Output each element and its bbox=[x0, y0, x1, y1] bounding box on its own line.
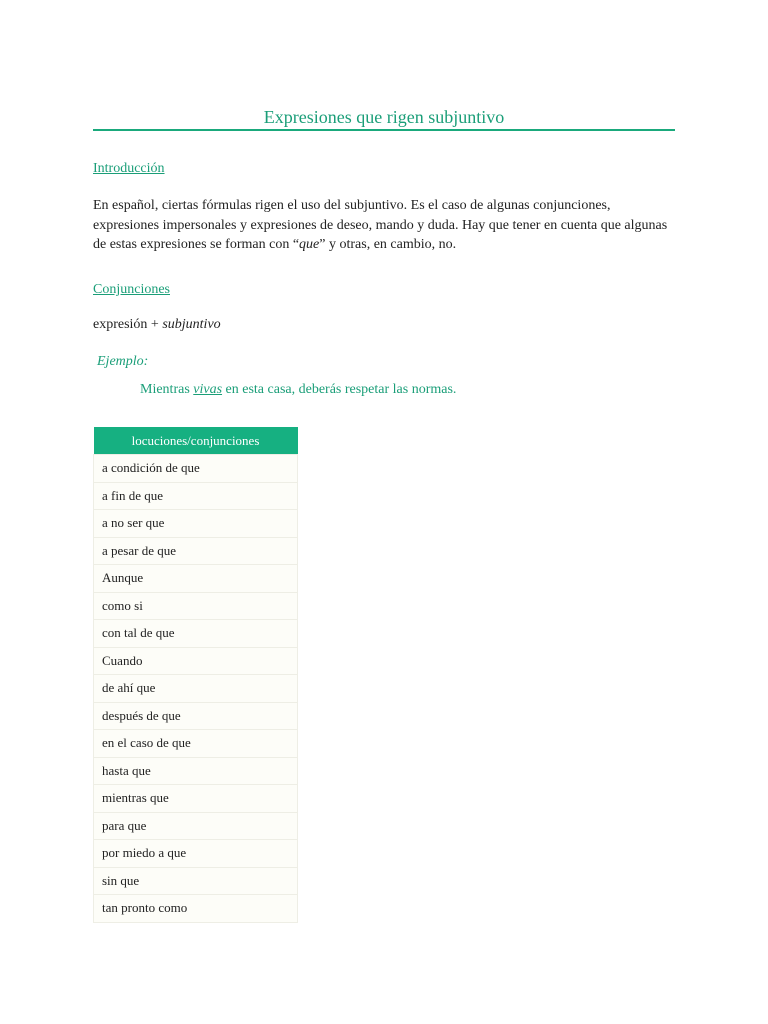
table-row bbox=[94, 867, 298, 895]
que-emphasis: que bbox=[299, 237, 320, 252]
table-cell: para que bbox=[94, 812, 298, 840]
table-cell: a pesar de que bbox=[94, 537, 298, 565]
table-header: locuciones/conjunciones bbox=[94, 427, 298, 455]
table-row bbox=[94, 455, 298, 483]
table-row bbox=[94, 757, 298, 785]
conjunctions-table bbox=[93, 427, 298, 923]
table-row bbox=[94, 620, 298, 648]
formula-subjuntivo: subjuntivo bbox=[162, 317, 221, 332]
intro-paragraph: En español, ciertas fórmulas rigen el uso del subjuntivo. Es el caso de algunas conjunciones, expresiones impersonales y expresiones de deseo, mando y duda. Hay que tener en cuenta que algunas de estas expresiones se forman con “que” y otras, en cambio, no. bbox=[93, 198, 668, 252]
example-verb: vivas bbox=[193, 382, 223, 397]
table-row bbox=[94, 647, 298, 675]
table-row bbox=[94, 675, 298, 703]
table-row bbox=[94, 592, 298, 620]
table-row bbox=[94, 510, 298, 538]
section-link-introduccion[interactable]: Introducción bbox=[93, 161, 165, 176]
table-cell: a fin de que bbox=[94, 482, 298, 510]
table-row bbox=[94, 482, 298, 510]
table-cell: a condición de que bbox=[94, 455, 298, 483]
example-sentence: Mientras vivas en esta casa, deberás respetar las normas. bbox=[140, 382, 457, 397]
table-cell: mientras que bbox=[94, 785, 298, 813]
table-row bbox=[94, 702, 298, 730]
table-row bbox=[94, 730, 298, 758]
example-label: Ejemplo: bbox=[97, 354, 149, 369]
page-title: Expresiones que rigen subjuntivo bbox=[93, 106, 675, 131]
table-row bbox=[94, 565, 298, 593]
table-cell: Cuando bbox=[94, 647, 298, 675]
table-cell: de ahí que bbox=[94, 675, 298, 703]
table-cell: sin que bbox=[94, 867, 298, 895]
table-cell: hasta que bbox=[94, 757, 298, 785]
table-row bbox=[94, 785, 298, 813]
table-cell: en el caso de que bbox=[94, 730, 298, 758]
table-cell: Aunque bbox=[94, 565, 298, 593]
table-cell: como si bbox=[94, 592, 298, 620]
table-row bbox=[94, 537, 298, 565]
formula: expresión + subjuntivo bbox=[93, 317, 221, 332]
table-cell: tan pronto como bbox=[94, 895, 298, 923]
table-cell: con tal de que bbox=[94, 620, 298, 648]
table-row bbox=[94, 895, 298, 923]
table-cell: a no ser que bbox=[94, 510, 298, 538]
table-cell: por miedo a que bbox=[94, 840, 298, 868]
table-cell: después de que bbox=[94, 702, 298, 730]
table-row bbox=[94, 812, 298, 840]
section-link-conjunciones[interactable]: Conjunciones bbox=[93, 282, 170, 297]
table-row bbox=[94, 840, 298, 868]
